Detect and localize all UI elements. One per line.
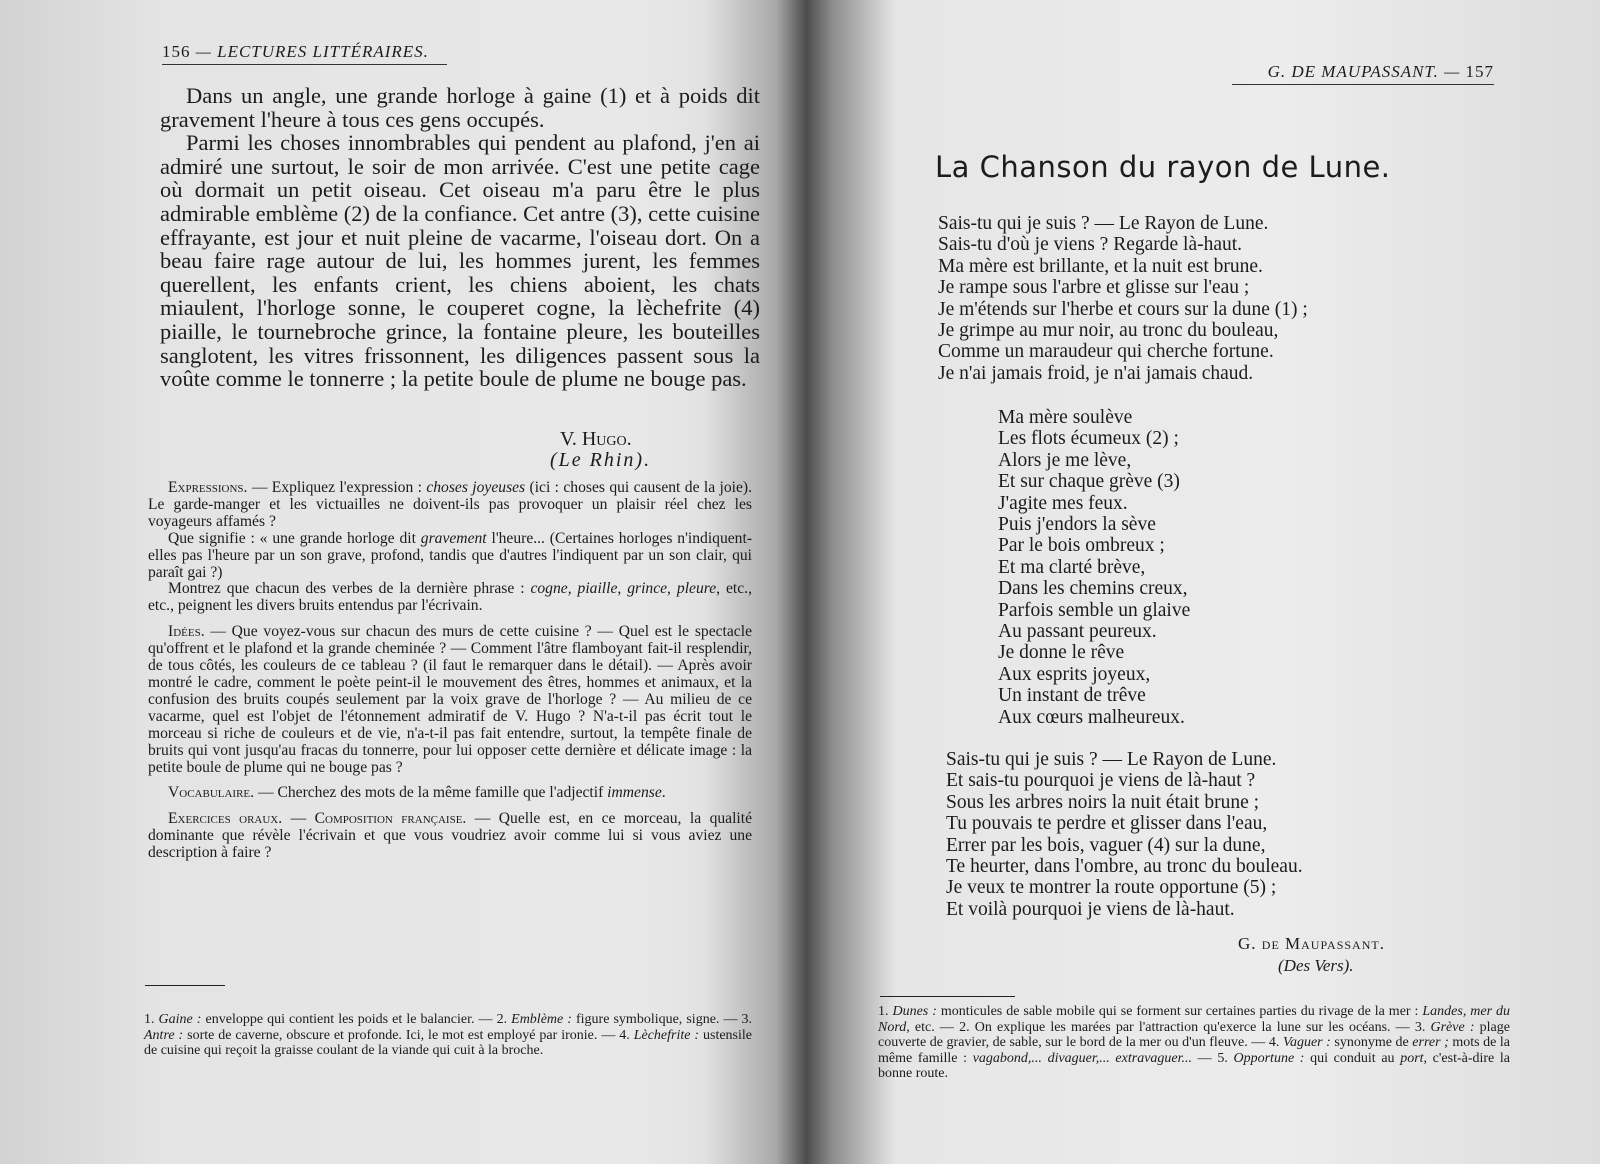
verse-line: Et sur chaque grève (3) [998,471,1180,493]
exercises-section [148,480,752,871]
footnote-number: 1. [878,1004,893,1019]
footnote-term: Lèchefrite : [633,1027,700,1043]
idees-paragraph [148,624,752,776]
section-label: Idées. [168,623,205,641]
section-label: Composition française. [314,810,467,828]
footnote-number: 4. [619,1027,634,1043]
verse-line: Je grimpe au mur noir, au tronc du bouleau, [938,320,1279,342]
running-head-title: G. DE MAUPASSANT. [1267,62,1439,81]
exercices-oraux-paragraph [148,811,752,862]
text-run: — Quelle est, en ce morceau, la qualité dominante que révèle l'écrivain et que vous voudriez avoir comme lui si vous aviez une description à faire ? [148,810,753,862]
author-signature: G. de Maupassant. [1238,934,1385,953]
text-run: Montrez que chacun des verbes de la dernière phrase : [168,580,531,598]
footnote [497,1012,742,1027]
left-page [0,0,790,1164]
text-run: — [1192,1050,1218,1066]
verse-line: Comme un maraudeur qui cherche fortune. [938,341,1274,363]
italic-term: Landes, mer du Nord [878,1004,1511,1035]
footnote-definition: figure symbolique, signe. — [571,1012,742,1027]
page-number: 156 [162,42,191,61]
verse-line: Au passant peureux. [998,621,1157,643]
expressions-paragraph [148,581,752,615]
footnote-definition: ustensile de cuisine qui reçoit la graisse coulant de la viande qui cuit à la broche. [144,1027,752,1059]
work-title: (Le Rhin). [550,449,652,471]
verse-line: Ma mère est brillante, et la nuit est brune. [938,255,1263,277]
footnote-term: Grève : [1430,1019,1475,1035]
stanza [946,749,1303,920]
text-run: Que signifie : « une grande horloge dit [168,529,421,547]
verse-line: Sous les arbres noirs la nuit était brune ; [946,791,1260,813]
verse-line: Un instant de trêve [998,685,1146,707]
verse-line: Errer par les bois, vaguer (4) sur la dune, [946,834,1266,856]
italic-term: choses joyeuses [426,479,526,496]
footnote-number: 4. [1268,1035,1283,1051]
footnotes-right [878,1004,1510,1082]
verse-line: Aux cœurs malheureux. [998,706,1185,728]
text-run: , c'est-à-dire la bonne route. [878,1050,1511,1082]
verse-line: Te heurter, dans l'ombre, au tronc du bouleau. [946,856,1303,878]
page-number: 157 [1465,62,1494,81]
footnote [144,1012,497,1027]
verse-line: Ma mère soulève [998,407,1133,428]
text-run: l'heure... (Certaines horloges n'indiquent-elles pas l'heure par un son grave, profond, tandis que d'autres l'indiquent par un son clair, qui paraît gai ?) [148,529,753,581]
footnote-number: 3. [741,1012,752,1027]
vocabulaire-paragraph [148,785,752,802]
paragraph: Parmi les choses innombrables qui pendent au plafond, j'en ai admiré une surtout, le soir de mon arrivée. C'est une petite cage où dormait un petit oiseau. Cet oiseau m'a paru être le plus admirable emblème (2) de la confiance. Cet antre (3), cette cuisine effrayante, est jour et nuit pleine de vacarme, l'oiseau dort. On a beau faire rage autour de lui, les hommes jurent, les femmes querellent, les enfants crient, les chiens aboient, les chats miaulent, l'horloge sonne, le couperet cogne, la lèchefrite (4) piaille, le tournebroche grince, la fontaine pleure, les bouteilles sanglotent, les vitres frissonnent, les diligences passent sous la voûte comme le tonnerre ; la petite boule de plume ne bouge pas. [160,130,760,392]
footnote-divider [145,985,225,986]
verse-line: Parfois semble un glaive [998,599,1191,621]
footnote-definition: synonyme de [1330,1035,1413,1051]
verse-line: Alors je me lève, [998,449,1132,471]
italic-term: gravement [420,529,487,547]
italic-term: port [1400,1050,1424,1066]
verse-line: Je rampe sous l'arbre et glisse sur l'eau ; [938,277,1250,299]
footnote-term: Dunes : [892,1004,937,1019]
footnote-term: Emblème : [511,1012,572,1027]
verse-line: Et voilà pourquoi je viens de là-haut. [946,898,1235,920]
italic-term: immense [607,784,662,802]
text-run: (ici : choses qui causent de la joie). Le garde-manger et les victuailles ne doivent-ils pas provoquer un plaisir réel chez les voyageurs affamés ? [148,479,752,530]
paragraph: Dans un angle, une grande horloge à gaine (1) et à poids dit gravement l'heure à tous ces gens occupés. [160,83,760,132]
footnote-definition: plage couverte de gravier, de sable, sur le bord de la mer ou d'un fleuve. — [878,1019,1510,1051]
running-head-right [1232,62,1494,85]
text-run: — Cherchez des mots de la même famille que l'adjectif [254,784,608,802]
footnote-term: Antre : [144,1027,184,1043]
verse-line: Je m'étends sur l'herbe et cours sur la dune (1) ; [938,298,1308,320]
footnote-divider [880,996,1015,997]
footnote-term: Gaine : [158,1012,202,1027]
verse-line: Tu pouvais te perdre et glisser dans l'eau, [946,813,1268,835]
section-label: Exercices oraux. [168,810,283,828]
text-run: — Expliquez l'expression : [247,479,427,496]
prose-excerpt [160,84,760,391]
footnote-term: Opportune : [1233,1050,1305,1066]
verse-line: Je veux te montrer la route opportune (5) ; [946,877,1277,899]
section-label: Expressions. [168,479,248,496]
italic-term: errer ; [1412,1035,1449,1051]
footnote-definition: 2. On explique les marées par l'attraction qu'exerce la lune sur les océans. — [959,1019,1415,1035]
author-signature: V. Hugo. [560,428,632,450]
verse-line: Par le bois ombreux ; [998,535,1165,557]
running-head-separator: — [1438,62,1466,81]
stanza [998,407,1190,728]
right-page [810,0,1600,1164]
text-run: — [282,810,315,828]
poem-title: La Chanson du rayon de Lune. [935,150,1391,184]
expressions-paragraph [148,480,752,531]
verse-line: Puis j'endors la sève [998,514,1156,536]
verse-line: Sais-tu qui je suis ? — Le Rayon de Lune. [938,213,1269,234]
work-title: (Des Vers). [1278,956,1354,975]
footnote-number: 5. [1217,1050,1234,1066]
footnote-number: 3. [1414,1019,1431,1035]
verse-line: Les flots écumeux (2) ; [998,428,1179,450]
verse-line: Sais-tu d'où je viens ? Regarde là-haut. [938,234,1243,256]
footnote-definition: sorte de caverne, obscure et profonde. Ici, le mot est employé par ironie. — [183,1027,620,1043]
text-run: . [661,784,666,802]
verse-line: Et sais-tu pourquoi je viens de là-haut ? [946,770,1256,792]
verse-line: Aux esprits joyeux, [998,663,1151,685]
running-head-left [162,42,447,65]
footnote-definition: qui conduit au [1304,1050,1401,1066]
italic-term: cogne, piaille, grince, pleure [530,580,717,598]
footnote-number: 1. [144,1012,159,1027]
text-run: , etc., etc., peignent les divers bruits entendus par l'écrivain. [148,580,752,615]
verse-line: J'agite mes feux. [998,492,1128,514]
running-head-title: LECTURES LITTÉRAIRES. [217,42,429,61]
verse-line: Je n'ai jamais froid, je n'ai jamais chaud. [938,362,1254,384]
verse-line: Dans les chemins creux, [998,578,1188,600]
running-head-separator: — [190,42,218,61]
text-run: — Que voyez-vous sur chacun des murs de cette cuisine ? — Quel est le spectacle qu'offrent et le plafond et la grande cheminée ? — Comment l'âtre flamboyant fait-il resplendir, de tous côtés, les couleurs de ce tableau ? (il faut le remarquer dans le détail). — Après avoir montré le cadre, comment le poète peint-il le mouvement des êtres, hommes et animaux, et la confusion des bruits coupés seulement par la voix grave de l'horloge ? — Au milieu de ce vacarme, quel est l'objet de l'étonnement admiratif de V. Hugo ? N'a-t-il pas écrit tout le morceau si riche de couleurs et de vie, n'a-t-il pas fait entendre, surtout, la tempête finale de bruits qui vont jusqu'au fracas du tonnerre, pour lui opposer cette dernière et délicate image : la petite boule de plume qui ne bouge pas ? [148,623,752,776]
stanza [938,213,1308,384]
verse-line: Et ma clarté brève, [998,556,1146,578]
footnote-definition: enveloppe qui contient les poids et le balancier. — [201,1012,497,1027]
section-label: Vocabulaire. [168,784,255,802]
footnote-term: Vaguer : [1282,1035,1331,1051]
text-run: , etc. — [906,1019,960,1035]
footnotes-left [144,1012,752,1059]
footnote-number: 2. [496,1012,512,1027]
italic-term: vagabond,... divaguer,... extravaguer... [972,1050,1193,1066]
expressions-paragraph [148,531,752,582]
verse-line: Sais-tu qui je suis ? — Le Rayon de Lune. [946,749,1277,770]
text-run: mots de la même famille : [878,1035,1510,1066]
verse-line: Je donne le rêve [998,642,1125,664]
footnote-definition: monticules de sable mobile qui se forment sur certaines parties du rivage de la mer : [936,1004,1423,1019]
